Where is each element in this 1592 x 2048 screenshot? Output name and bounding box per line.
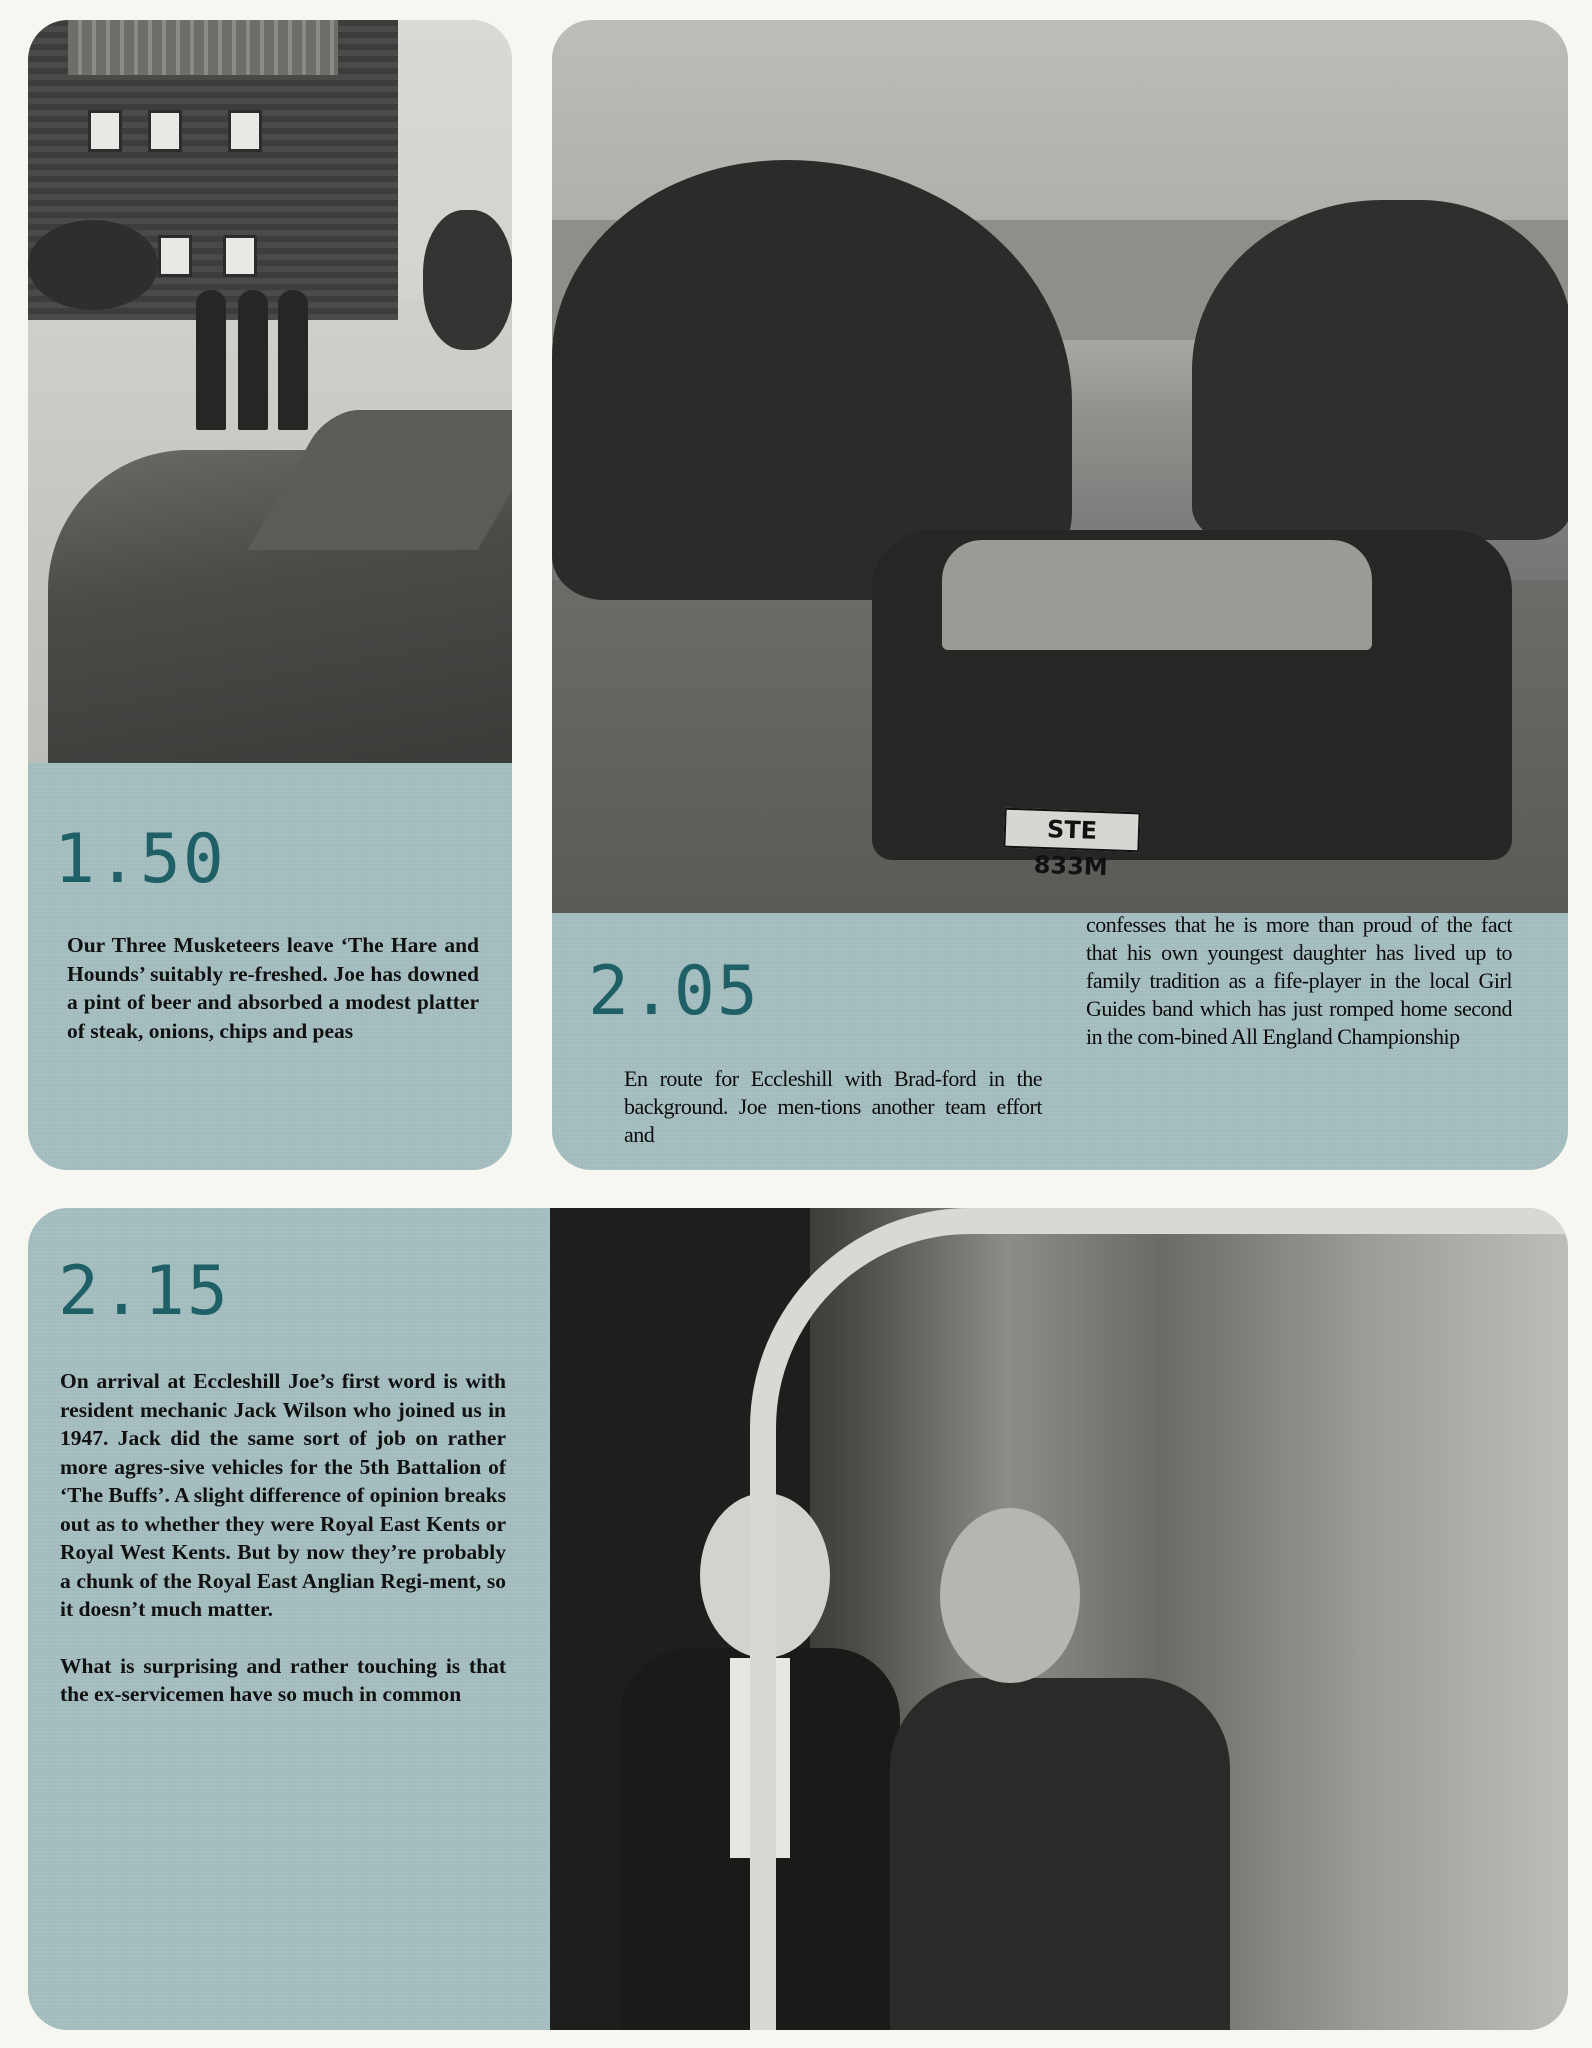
pub-window (228, 110, 262, 152)
panel-2-15 (28, 1208, 1568, 2030)
photo-road-bradford (552, 20, 1568, 913)
tree (423, 210, 512, 350)
time-label: 2.15 (58, 1252, 230, 1331)
pub-window (88, 110, 122, 152)
caption-box (28, 1208, 550, 2030)
caption-box (28, 763, 512, 1170)
pub-roof (68, 20, 338, 75)
caption-text (60, 1367, 506, 1737)
number-plate: STE 833M (1003, 808, 1140, 853)
time-label: 1.50 (54, 820, 226, 899)
time-label: 2.05 (588, 952, 760, 1031)
pub-window (148, 110, 182, 152)
photo-pub-departure (28, 20, 512, 763)
caption-text-col1: En route for Eccleshill with Brad-ford in the background. Joe men-tions another team effort and (624, 1066, 1042, 1147)
trees (1192, 200, 1568, 540)
car-windscreen (942, 540, 1372, 650)
pub-window (223, 235, 257, 277)
pub-window (158, 235, 192, 277)
van-window-frame (750, 1208, 1568, 2030)
photo-mechanic-van (550, 1208, 1568, 2030)
man-walking (238, 290, 268, 430)
caption-paragraph: What is surprising and rather touching is that the ex-servicemen have so much in common (60, 1653, 506, 1706)
caption-paragraph: On arrival at Eccleshill Joe’s first word is with resident mechanic Jack Wilson who joined us in 1947. Jack did the same sort of job on rather more agres-sive vehicles for the 5th Battalion of ‘The Buffs’. A slight difference of opinion breaks out as to whether they were Royal East Kents or Royal West Kents. But by now they’re probably a chunk of the Royal East Anglian Regi-ment, so it doesn’t much matter. (60, 1369, 506, 1621)
caption-box (552, 913, 1568, 1170)
caption-text: Our Three Musketeers leave ‘The Hare and Hounds’ suitably re-freshed. Joe has downed a pint of beer and absorbed a modest platter of steak, onions, chips and peas (67, 933, 479, 1043)
man-walking (196, 290, 226, 430)
caption-text-col2: confesses that he is more than proud of the fact that his own youngest daughter has lived up to family tradition as a fife-player in the local Girl Guides band which has just romped home second in the com-bined All England Championship (1086, 912, 1512, 1049)
panel-1-50 (28, 20, 512, 1170)
panel-2-05 (552, 20, 1568, 1170)
man-walking (278, 290, 308, 430)
tree (28, 220, 158, 310)
